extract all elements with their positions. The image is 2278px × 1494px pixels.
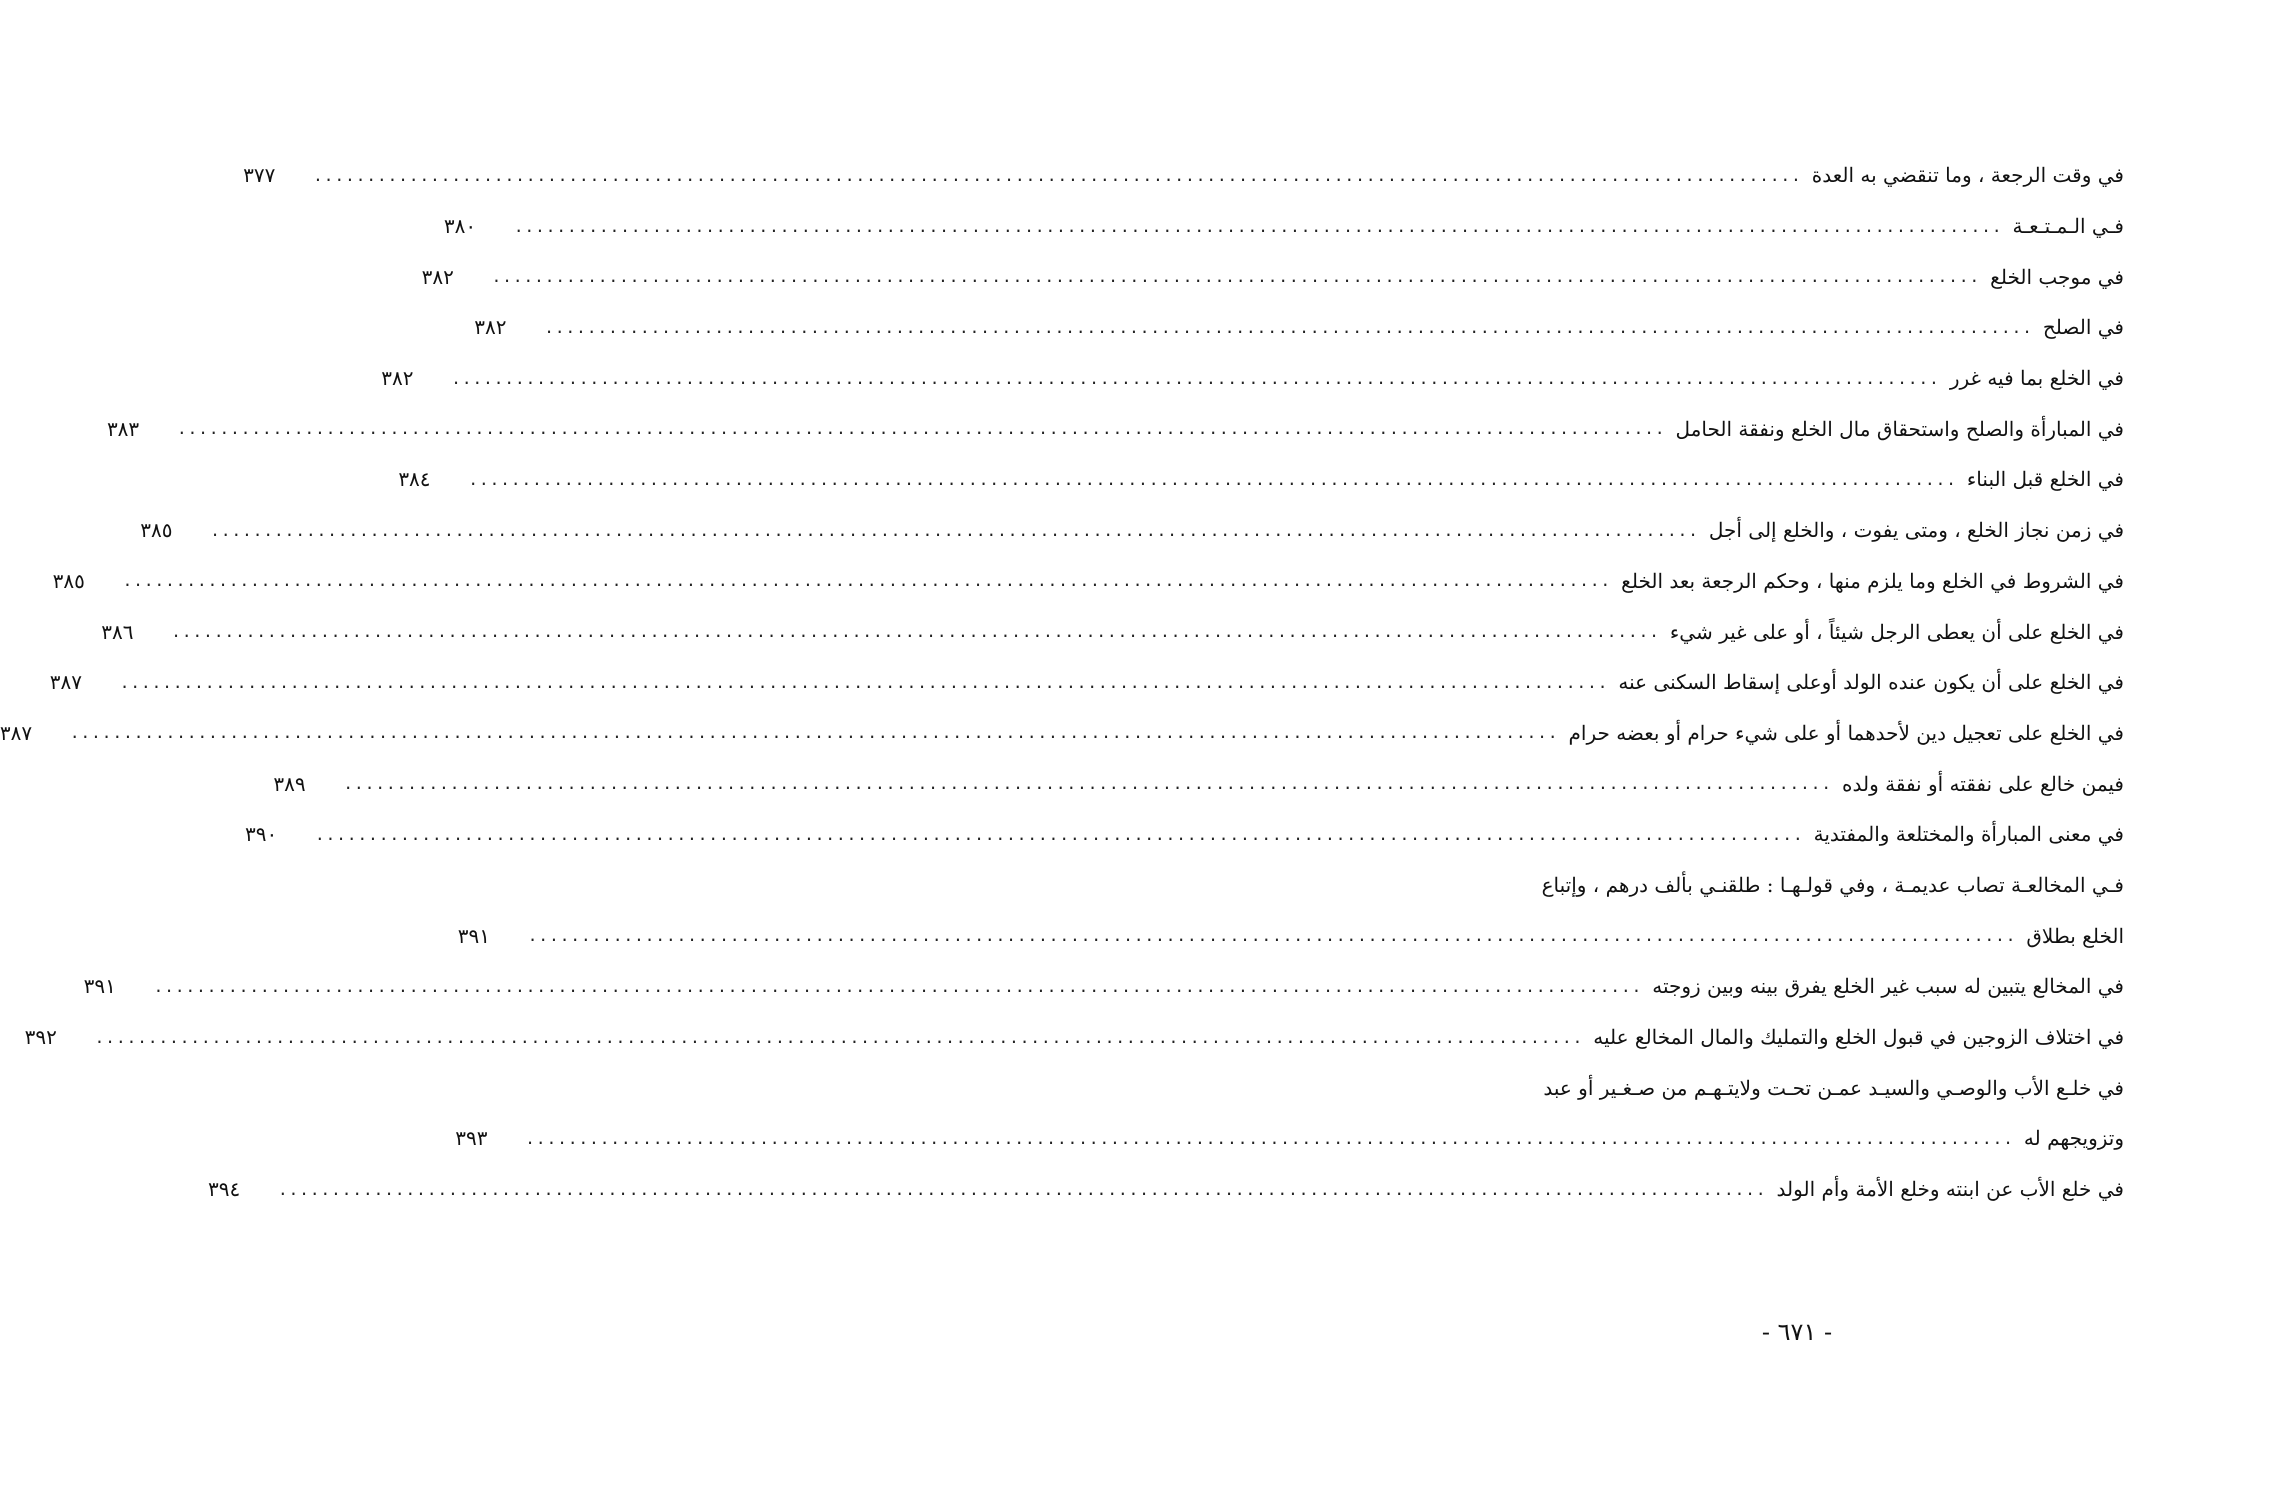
toc-entry — [140, 505, 2124, 556]
toc-entry — [207, 1164, 2124, 1215]
toc-entry-page: ٣٨٥ — [140, 518, 173, 543]
page-number: - ٦٧١ - — [1761, 1318, 1833, 1346]
dot-leader: ............................................................................................................................................ — [94, 1027, 1584, 1047]
toc-entry-title: في الخلع على أن يعطى الرجل شيئاً ، أو على غير شيء — [1669, 619, 2124, 644]
toc-entry-page: ٣٨٤ — [398, 467, 431, 492]
toc-entry — [381, 353, 2124, 404]
toc-entry-page: ٣٨٧ — [49, 670, 82, 695]
toc-entry-page: ٣٨٣ — [106, 416, 140, 441]
toc-entry-title: في موجب الخلع — [1990, 264, 2124, 289]
dot-leader: ............................................................................................................................................ — [525, 1128, 2014, 1148]
dot-leader: ............................................................................................................................................ — [513, 216, 2003, 236]
toc-entry-title: في معنى المبارأة والمختلعة والمفتدية — [1813, 822, 2124, 847]
toc-entry-page: ٣٧٧ — [243, 163, 276, 188]
toc-entry — [398, 454, 2124, 505]
dot-leader: ............................................................................................................................................ — [69, 723, 1559, 743]
toc-entry-page: ٣٩٢ — [24, 1025, 57, 1050]
dot-leader: ............................................................................................................................................ — [544, 317, 2033, 337]
toc-entry-page: ٣٨٢ — [474, 315, 507, 340]
toc-entry-title: في الخلع قبل البناء — [1966, 467, 2124, 492]
toc-entry — [24, 1012, 2124, 1063]
dot-leader: ............................................................................................................................................ — [176, 419, 1666, 439]
toc-entry-page: ٣٨٦ — [101, 619, 134, 644]
toc-entry-title: في الخلع على أن يكون عنده الولد أوعلى إسقاط السكنى عنه — [1618, 670, 2124, 695]
toc-entry-title: في خلع الأب عن ابنته وخلع الأمة وأم الولد — [1776, 1177, 2124, 1202]
toc-entry — [421, 251, 2124, 302]
toc-entry-page: ٣٨٩ — [273, 771, 306, 796]
toc-entry-title: في خلـع الأب والوصـي والسيـد عمـن تحـت ولايتـهـم من صـغـير أو عبد — [1543, 1075, 2124, 1100]
dot-leader: ............................................................................................................................................ — [491, 267, 1981, 287]
toc-entry — [83, 961, 2124, 1012]
toc-entry — [443, 201, 2124, 252]
toc-entry-title: الخلع بطلاق — [2026, 923, 2124, 948]
dot-leader: ............................................................................................................................................ — [468, 469, 1957, 489]
toc-entry — [1394, 860, 2124, 911]
dot-leader: ............................................................................................................................................ — [277, 1179, 1767, 1199]
toc-entry-page: ٣٩١ — [457, 923, 491, 948]
toc-entry — [457, 910, 2124, 961]
toc-entry — [106, 403, 2124, 454]
toc-entry-page: ٣٨٥ — [52, 568, 85, 593]
table-of-contents — [0, 150, 2124, 1214]
toc-entry-page: ٣٨٢ — [421, 264, 454, 289]
toc-entry-title: فيمن خالع على نفقته أو نفقة ولده — [1842, 771, 2124, 796]
dot-leader: ............................................................................................................................................ — [527, 926, 2017, 946]
toc-entry-title: في الخلع على تعجيل دين لأحدهما أو على شيء حرام أو بعضه حرام — [1568, 720, 2124, 745]
toc-entry — [101, 606, 2124, 657]
toc-entry-title: في الخلع بما فيه غرر — [1949, 366, 2124, 391]
toc-entry-title: في الشروط في الخلع وما يلزم منها ، وحكم الرجعة بعد الخلع — [1621, 568, 2124, 593]
toc-entry-page: ٣٩٤ — [207, 1177, 241, 1202]
toc-entry — [273, 758, 2124, 809]
toc-entry-title: في المبارأة والصلح واستحقاق مال الخلع ونفقة الحامل — [1675, 416, 2124, 441]
toc-entry — [49, 657, 2124, 708]
toc-entry-page: ٣٨٠ — [443, 214, 477, 239]
toc-entry-title: فـي المخالعـة تصاب عديمـة ، وفي قولـهـا : طلقنـي بألف درهم ، وإتباع — [1541, 872, 2124, 897]
toc-entry — [243, 150, 2124, 201]
toc-entry-title: وتزويجهم له — [2023, 1126, 2124, 1151]
toc-entry — [455, 1113, 2124, 1164]
toc-entry-page: ٣٩٣ — [455, 1126, 488, 1151]
toc-entry-title: في اختلاف الزوجين في قبول الخلع والتمليك والمال المخالع عليه — [1593, 1025, 2124, 1050]
toc-entry-page: ٣٨٧ — [0, 720, 33, 745]
toc-entry — [245, 809, 2124, 860]
dot-leader: ............................................................................................................................................ — [451, 368, 1940, 388]
toc-entry-title: في زمن نجاز الخلع ، ومتى يفوت ، والخلع إلى أجل — [1708, 518, 2124, 543]
toc-entry-title: في المخالع يتبين له سبب غير الخلع يفرق بينه وبين زوجته — [1652, 974, 2124, 999]
toc-entry-title: في وقت الرجعة ، وما تنقضي به العدة — [1811, 163, 2124, 188]
dot-leader: ............................................................................................................................................ — [171, 622, 1660, 642]
toc-entry-title: في الصلح — [2042, 315, 2124, 340]
toc-entry-page: ٣٩١ — [83, 974, 116, 999]
toc-entry-page: ٣٩٠ — [245, 822, 278, 847]
toc-entry — [1394, 1062, 2124, 1113]
dot-leader: ............................................................................................................................................ — [153, 976, 1643, 996]
dot-leader: ............................................................................................................................................ — [119, 672, 1609, 692]
dot-leader: ............................................................................................................................................ — [313, 165, 1802, 185]
dot-leader: ............................................................................................................................................ — [122, 571, 1612, 591]
dot-leader: ............................................................................................................................................ — [343, 774, 1833, 794]
toc-entry — [474, 302, 2124, 353]
toc-entry — [52, 556, 2124, 607]
dot-leader: ............................................................................................................................................ — [315, 824, 1804, 844]
toc-entry — [0, 708, 2124, 759]
toc-entry-page: ٣٨٢ — [381, 366, 414, 391]
toc-entry-title: فـي الـمـتـعـة — [2012, 214, 2124, 239]
dot-leader: ............................................................................................................................................ — [210, 520, 1699, 540]
